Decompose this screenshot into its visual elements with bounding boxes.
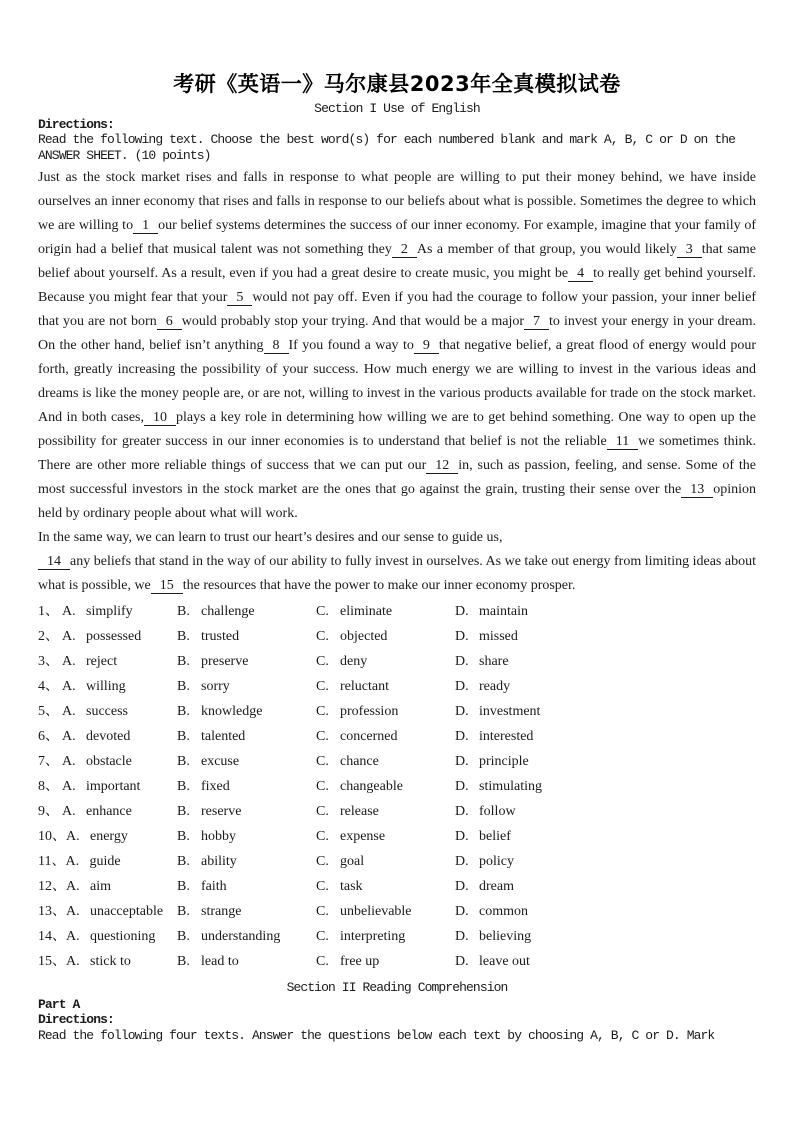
question-number: 9、	[38, 804, 59, 819]
choice-text: understanding	[201, 929, 281, 944]
choice-text: fixed	[201, 779, 230, 794]
question-number: 2、	[38, 629, 59, 644]
choice-text: deny	[340, 654, 368, 669]
option-7-D	[455, 749, 756, 774]
cloze-blank-11: 11	[607, 434, 638, 450]
choice-text: expense	[340, 829, 386, 844]
option-row-11	[38, 849, 756, 874]
option-row-8	[38, 774, 756, 799]
choice-text: reserve	[201, 804, 242, 819]
option-4-A	[38, 674, 177, 699]
passage-paragraph: 14 any beliefs that stand in the way of our ability to fully invest in ourselves. As we take out energy from limiting ideas about what is possible, we 15 the resources that have the power to make our inner economy prosper.	[38, 554, 756, 593]
choice-letter: A.	[62, 629, 76, 644]
choice-text: willing	[86, 679, 126, 694]
choice-letter: D.	[455, 879, 469, 894]
option-14-B	[177, 924, 316, 949]
option-10-B	[177, 824, 316, 849]
cloze-passage	[38, 166, 756, 598]
option-9-A	[38, 799, 177, 824]
choice-letter: D.	[455, 804, 469, 819]
choice-letter: B.	[177, 779, 190, 794]
choice-text: enhance	[86, 804, 132, 819]
choice-text: simplify	[86, 604, 133, 619]
option-12-D	[455, 874, 756, 899]
choice-text: reluctant	[340, 679, 389, 694]
choice-text: interested	[479, 729, 534, 744]
section2-directions-text: Read the following four texts. Answer the questions below each text by choosing A, B, C or D. Mark	[38, 1027, 715, 1043]
option-11-C	[316, 849, 455, 874]
option-row-12	[38, 874, 756, 899]
option-15-B	[177, 949, 316, 974]
option-1-C	[316, 599, 455, 624]
choice-text: follow	[479, 804, 516, 819]
choice-text: stimulating	[479, 779, 542, 794]
choice-text: dream	[479, 879, 514, 894]
option-5-D	[455, 699, 756, 724]
choice-letter: D.	[455, 829, 469, 844]
cloze-blank-2: 2	[392, 242, 417, 258]
choice-letter: C.	[316, 779, 329, 794]
choice-text: unbelievable	[340, 904, 412, 919]
option-8-C	[316, 774, 455, 799]
part-a-label: Part A	[38, 996, 80, 1012]
choice-letter: A.	[66, 904, 80, 919]
choice-text: investment	[479, 704, 541, 719]
choice-letter: D.	[455, 704, 469, 719]
choice-text: stick to	[90, 954, 131, 969]
section1-heading: Section I Use of English	[314, 101, 480, 116]
option-10-D	[455, 824, 756, 849]
choice-text: strange	[201, 904, 242, 919]
choice-letter: C.	[316, 754, 329, 769]
option-3-B	[177, 649, 316, 674]
option-2-A	[38, 624, 177, 649]
choice-letter: C.	[316, 804, 329, 819]
choice-text: policy	[479, 854, 514, 869]
option-11-A	[38, 849, 177, 874]
option-13-D	[455, 899, 756, 924]
option-1-A	[38, 599, 177, 624]
choice-letter: A.	[66, 829, 80, 844]
option-8-B	[177, 774, 316, 799]
option-3-D	[455, 649, 756, 674]
option-11-D	[455, 849, 756, 874]
choice-text: energy	[90, 829, 128, 844]
choice-text: challenge	[201, 604, 255, 619]
option-row-2	[38, 624, 756, 649]
option-row-9	[38, 799, 756, 824]
option-14-A	[38, 924, 177, 949]
option-row-3	[38, 649, 756, 674]
option-10-A	[38, 824, 177, 849]
passage-paragraph: In the same way, we can learn to trust our heart’s desires and our sense to guide us,	[38, 530, 503, 545]
choice-letter: A.	[62, 754, 76, 769]
choice-letter: B.	[177, 829, 190, 844]
choice-text: interpreting	[340, 929, 406, 944]
option-9-C	[316, 799, 455, 824]
choice-text: hobby	[201, 829, 236, 844]
section1-directions-text: Read the following text. Choose the best word(s) for each numbered blank and mark A, B, C or D on the ANSWER SHEET. (10 points)	[38, 132, 736, 163]
question-number: 6、	[38, 729, 59, 744]
cloze-blank-9: 9	[414, 338, 439, 354]
choice-letter: C.	[316, 829, 329, 844]
choice-letter: D.	[455, 779, 469, 794]
question-number: 10、	[38, 829, 66, 844]
choice-text: share	[479, 654, 509, 669]
choice-letter: C.	[316, 704, 329, 719]
choice-letter: C.	[316, 654, 329, 669]
cloze-blank-10: 10	[144, 410, 176, 426]
choice-letter: C.	[316, 879, 329, 894]
cloze-blank-6: 6	[157, 314, 182, 330]
passage-paragraph: Just as the stock market rises and falls in response to what people are willing to put their money behind, we have inside ourselves an inner economy that rises and falls in response to our beliefs about what is possible. Sometimes the degree to which we are willing to 1 our belief systems determines the success of our inner economy. For example, imagine that your family of origin had a belief that musical talent was not something they 2 As a member of that group, you would likely 3 that same belief about yourself. As a result, even if you had a great desire to create music, you might be 4 to really get behind yourself. Because you might fear that your 5 would not pay off. Even if you had the courage to follow your passion, your inner belief that you are not born 6 would probably stop your trying. And that would be a major 7 to invest your energy in your dream. On the other hand, belief isn’t anything 8 If you found a way to 9 that negative belief, a great flood of energy would pour forth, greatly increasing the possibility of your success. How much energy we are willing to invest in the various ideas and dreams is like the money people are, or are not, willing to invest in the various products available for trade on the stock market. And in both cases, 10 plays a key role in determining how willing we are to get behind something. One way to open up the possibility for greater success in our inner economies is to understand that belief is not the reliable 11 we sometimes think. There are other more reliable things of success that we can put our 12 in, such as passion, feeling, and sense. Some of the most successful investors in the stock market are the ones that go against the grain, trusting their sense over the 13 opinion held by ordinary people about what will work.	[38, 170, 757, 521]
option-row-5	[38, 699, 756, 724]
question-number: 1、	[38, 604, 59, 619]
option-10-C	[316, 824, 455, 849]
option-row-14	[38, 924, 756, 949]
choice-letter: A.	[65, 854, 80, 869]
option-15-D	[455, 949, 756, 974]
choice-letter: A.	[62, 679, 76, 694]
choice-text: chance	[340, 754, 379, 769]
choice-text: guide	[89, 854, 121, 869]
choice-text: aim	[90, 879, 111, 894]
choice-text: unacceptable	[90, 904, 164, 919]
option-7-C	[316, 749, 455, 774]
question-number: 12、	[38, 879, 66, 894]
page-title: 考研《英语一》马尔康县2023年全真模拟试卷	[173, 72, 621, 96]
question-number: 3、	[38, 654, 59, 669]
part-a-block	[38, 997, 756, 1044]
choice-text: trusted	[201, 629, 240, 644]
choice-letter: B.	[177, 704, 190, 719]
choice-letter: D.	[455, 854, 469, 869]
choice-letter: A.	[62, 779, 76, 794]
option-12-C	[316, 874, 455, 899]
option-8-D	[455, 774, 756, 799]
choice-text: release	[340, 804, 379, 819]
option-4-C	[316, 674, 455, 699]
choice-letter: B.	[177, 904, 190, 919]
question-number: 15、	[38, 954, 66, 969]
choice-letter: A.	[66, 879, 80, 894]
cloze-blank-12: 12	[426, 458, 458, 474]
cloze-blank-7: 7	[524, 314, 549, 330]
choice-text: ability	[201, 854, 237, 869]
choice-letter: B.	[177, 954, 190, 969]
choice-letter: D.	[455, 679, 469, 694]
choice-text: talented	[201, 729, 246, 744]
choice-letter: D.	[455, 729, 469, 744]
option-row-1	[38, 599, 756, 624]
choice-text: reject	[86, 654, 118, 669]
choice-text: belief	[479, 829, 511, 844]
choice-text: free up	[340, 954, 380, 969]
option-9-B	[177, 799, 316, 824]
choice-text: task	[340, 879, 363, 894]
option-row-13	[38, 899, 756, 924]
choice-letter: D.	[455, 929, 469, 944]
question-number: 7、	[38, 754, 59, 769]
cloze-blank-4: 4	[568, 266, 593, 282]
cloze-blank-13: 13	[681, 482, 713, 498]
option-6-C	[316, 724, 455, 749]
option-15-A	[38, 949, 177, 974]
choice-text: preserve	[201, 654, 249, 669]
choice-letter: B.	[177, 754, 190, 769]
option-11-B	[177, 849, 316, 874]
option-row-15	[38, 949, 756, 974]
choice-letter: D.	[455, 604, 469, 619]
choice-letter: D.	[455, 629, 469, 644]
option-7-A	[38, 749, 177, 774]
choice-text: excuse	[201, 754, 240, 769]
option-row-4	[38, 674, 756, 699]
section1-directions-label: Directions:	[38, 116, 114, 132]
choice-letter: B.	[177, 804, 190, 819]
option-15-C	[316, 949, 455, 974]
option-9-D	[455, 799, 756, 824]
choice-text: lead to	[201, 954, 239, 969]
choice-text: success	[86, 704, 128, 719]
choice-text: leave out	[479, 954, 530, 969]
cloze-blank-1: 1	[133, 218, 158, 234]
option-3-A	[38, 649, 177, 674]
choice-letter: C.	[316, 604, 329, 619]
option-2-D	[455, 624, 756, 649]
choice-letter: A.	[62, 729, 76, 744]
choice-letter: C.	[316, 904, 329, 919]
choice-letter: A.	[62, 804, 76, 819]
choice-text: believing	[479, 929, 532, 944]
section2-directions-label: Directions:	[38, 1012, 114, 1027]
choice-text: maintain	[479, 604, 528, 619]
choice-text: profession	[340, 704, 399, 719]
choice-letter: B.	[177, 929, 190, 944]
option-5-C	[316, 699, 455, 724]
choice-letter: D.	[455, 654, 469, 669]
choice-text: goal	[340, 854, 365, 869]
cloze-blank-3: 3	[677, 242, 702, 258]
choice-letter: D.	[455, 754, 469, 769]
question-number: 14、	[38, 929, 66, 944]
choice-letter: C.	[316, 679, 329, 694]
option-6-D	[455, 724, 756, 749]
choice-text: eliminate	[340, 604, 393, 619]
option-14-D	[455, 924, 756, 949]
option-row-7	[38, 749, 756, 774]
cloze-blank-8: 8	[264, 338, 289, 354]
option-5-B	[177, 699, 316, 724]
choice-letter: A.	[62, 704, 76, 719]
option-5-A	[38, 699, 177, 724]
choice-text: possessed	[86, 629, 142, 644]
question-number: 11、	[38, 854, 66, 869]
choice-letter: C.	[316, 729, 329, 744]
choice-text: knowledge	[201, 704, 263, 719]
choice-text: ready	[479, 679, 511, 694]
choice-text: missed	[479, 629, 518, 644]
cloze-options	[38, 599, 756, 974]
choice-letter: B.	[177, 604, 190, 619]
option-6-A	[38, 724, 177, 749]
choice-letter: D.	[455, 904, 469, 919]
choice-letter: D.	[455, 954, 469, 969]
option-4-D	[455, 674, 756, 699]
question-number: 13、	[38, 904, 66, 919]
question-number: 5、	[38, 704, 59, 719]
choice-text: obstacle	[86, 754, 132, 769]
choice-text: faith	[201, 879, 227, 894]
question-number: 8、	[38, 779, 59, 794]
option-1-D	[455, 599, 756, 624]
choice-text: common	[479, 904, 528, 919]
choice-text: objected	[340, 629, 388, 644]
choice-text: important	[86, 779, 141, 794]
option-13-B	[177, 899, 316, 924]
choice-text: sorry	[201, 679, 230, 694]
option-8-A	[38, 774, 177, 799]
option-2-B	[177, 624, 316, 649]
choice-letter: C.	[316, 629, 329, 644]
option-3-C	[316, 649, 455, 674]
choice-text: principle	[479, 754, 529, 769]
option-13-C	[316, 899, 455, 924]
choice-letter: A.	[66, 954, 80, 969]
option-12-B	[177, 874, 316, 899]
option-2-C	[316, 624, 455, 649]
option-4-B	[177, 674, 316, 699]
option-14-C	[316, 924, 455, 949]
choice-letter: B.	[177, 629, 190, 644]
choice-letter: B.	[177, 854, 190, 869]
cloze-blank-5: 5	[227, 290, 252, 306]
choice-letter: B.	[177, 654, 190, 669]
choice-letter: C.	[316, 929, 329, 944]
choice-text: changeable	[340, 779, 403, 794]
choice-letter: A.	[62, 604, 76, 619]
option-row-6	[38, 724, 756, 749]
option-1-B	[177, 599, 316, 624]
choice-letter: B.	[177, 679, 190, 694]
choice-text: devoted	[86, 729, 131, 744]
question-number: 4、	[38, 679, 59, 694]
option-12-A	[38, 874, 177, 899]
option-6-B	[177, 724, 316, 749]
choice-text: concerned	[340, 729, 398, 744]
choice-letter: B.	[177, 879, 190, 894]
choice-letter: A.	[62, 654, 76, 669]
choice-letter: C.	[316, 854, 329, 869]
choice-letter: A.	[66, 929, 80, 944]
option-13-A	[38, 899, 177, 924]
option-row-10	[38, 824, 756, 849]
choice-letter: B.	[177, 729, 190, 744]
choice-letter: C.	[316, 954, 329, 969]
section2-heading: Section II Reading Comprehension	[286, 980, 508, 995]
cloze-blank-14: 14	[38, 554, 70, 570]
cloze-blank-15: 15	[151, 578, 183, 594]
choice-text: questioning	[90, 929, 156, 944]
option-7-B	[177, 749, 316, 774]
